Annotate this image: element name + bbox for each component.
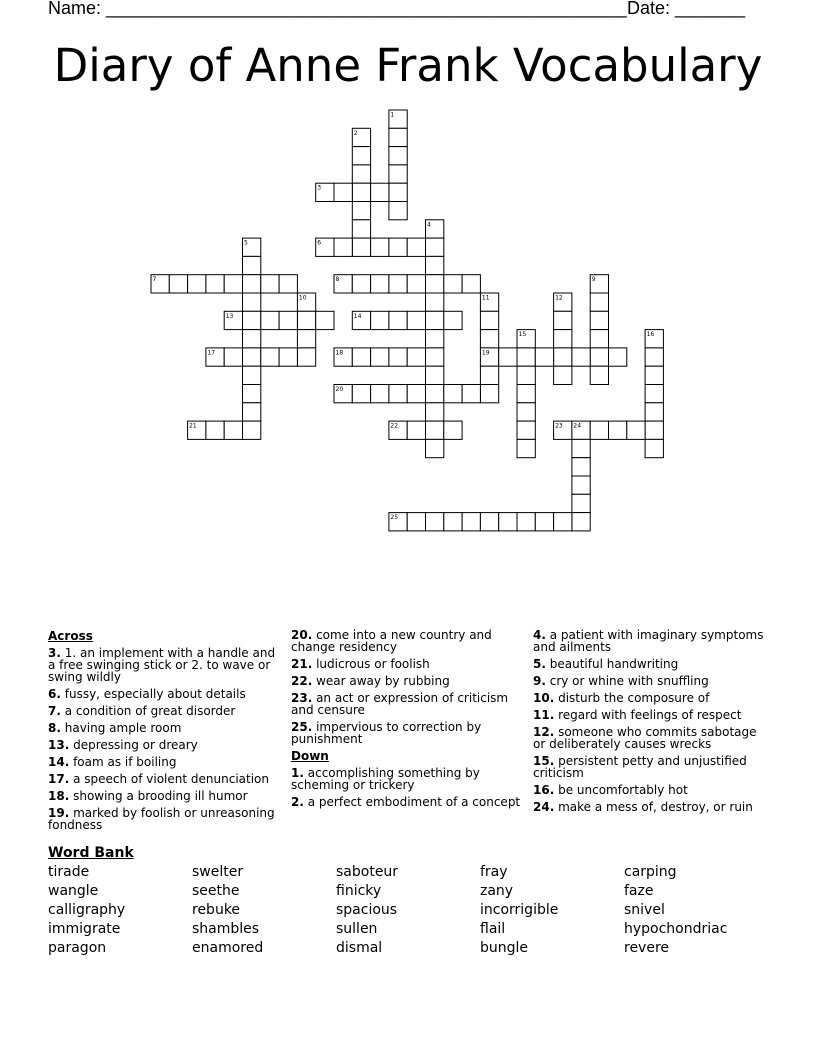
grid-cell[interactable] [389, 348, 407, 366]
grid-cell[interactable] [389, 238, 407, 256]
grid-cell[interactable] [645, 366, 663, 384]
down-clue [533, 801, 769, 813]
clue-text: come into a new country and change residency [291, 628, 492, 654]
grid-cell[interactable] [462, 513, 480, 531]
word-bank-word: rebuke [192, 902, 241, 918]
clue-number: 23 [555, 422, 563, 430]
clue-text: fussy, especially about details [60, 687, 246, 701]
grid-cell[interactable] [572, 513, 590, 531]
grid-cell[interactable] [444, 421, 462, 439]
page-title: Diary of Anne Frank Vocabulary [53, 39, 763, 92]
grid-cell[interactable] [334, 183, 352, 201]
clue-text: showing a brooding ill humor [69, 789, 248, 803]
grid-cell[interactable] [535, 348, 553, 366]
clue-text: disturb the composure of [554, 691, 710, 705]
word-bank-word: revere [624, 940, 670, 956]
grid-cell[interactable] [279, 348, 297, 366]
grid-cell[interactable] [426, 330, 444, 348]
word-bank-word: immigrate [48, 921, 121, 937]
grid-cell[interactable] [206, 421, 224, 439]
clue-number-label: 14. [48, 755, 70, 769]
clue-text: foam as if boiling [69, 755, 177, 769]
grid-cell[interactable] [371, 385, 389, 403]
clue-number-label: 9. [533, 674, 546, 688]
grid-cell[interactable] [389, 311, 407, 329]
grid-cell[interactable] [444, 311, 462, 329]
down-clue [533, 692, 769, 704]
across-clue [291, 629, 527, 653]
word-bank-word: spacious [336, 902, 398, 918]
word-bank-word: tirade [48, 864, 90, 880]
grid-cell[interactable] [261, 311, 279, 329]
clue-number-label: 11. [533, 708, 555, 722]
grid-cell[interactable] [480, 513, 498, 531]
word-bank-row [48, 864, 768, 883]
grid-cell[interactable] [407, 275, 425, 293]
clue-text: regard with feelings of respect [554, 708, 742, 722]
down-clue [533, 709, 769, 721]
clue-number-label: 8. [48, 721, 61, 735]
grid-cell[interactable] [297, 348, 315, 366]
down-clue [533, 629, 769, 653]
grid-cell[interactable] [426, 311, 444, 329]
clue-text: ludicrous or foolish [312, 657, 430, 671]
across-clue [48, 688, 284, 700]
grid-cell[interactable] [645, 403, 663, 421]
grid-cell[interactable] [389, 128, 407, 146]
grid-cell[interactable] [590, 348, 608, 366]
clue-number: 9 [591, 276, 596, 284]
word-bank-row [48, 883, 768, 902]
grid-cell[interactable] [279, 275, 297, 293]
grid-cell[interactable] [224, 421, 242, 439]
clue-number: 8 [335, 276, 340, 284]
clue-text: a patient with imaginary symptoms and ailments [533, 628, 764, 654]
word-bank-word: sullen [336, 921, 378, 937]
grid-cell[interactable] [389, 183, 407, 201]
grid-cell[interactable] [426, 293, 444, 311]
grid-cell[interactable] [426, 513, 444, 531]
grid-cell[interactable] [316, 311, 334, 329]
clue-number: 10 [298, 294, 307, 302]
clue-number: 24 [573, 422, 582, 430]
clue-number: 15 [518, 331, 527, 339]
down-clue [533, 726, 769, 750]
clue-text: 1. an implement with a handle and a free swinging stick or 2. to wave or swing wildly [48, 646, 276, 684]
grid-cell[interactable] [462, 385, 480, 403]
clue-text: be uncomfortably hot [554, 783, 688, 797]
grid-cell[interactable] [352, 183, 370, 201]
clue-text: impervious to correction by punishment [291, 720, 482, 746]
date-field-label[interactable]: Date: _______ [627, 0, 746, 18]
grid-cell[interactable] [407, 385, 425, 403]
down-clue [533, 658, 769, 670]
word-bank-word: bungle [480, 940, 529, 956]
word-bank-word: fray [480, 864, 508, 880]
word-bank [48, 864, 768, 959]
word-bank-word: carping [624, 864, 677, 880]
clue-number-label: 10. [533, 691, 555, 705]
grid-cell[interactable] [590, 330, 608, 348]
grid-cell[interactable] [407, 513, 425, 531]
clue-text: wear away by rubbing [312, 674, 450, 688]
clue-text: persistent petty and unjustified criticism [533, 754, 747, 780]
word-bank-word: snivel [624, 902, 665, 918]
clue-text: a speech of violent denunciation [69, 772, 269, 786]
grid-cell[interactable] [426, 366, 444, 384]
grid-cell[interactable] [407, 311, 425, 329]
grid-cell[interactable] [517, 421, 535, 439]
clue-text: depressing or dreary [69, 738, 198, 752]
grid-cell[interactable] [499, 348, 517, 366]
grid-cell[interactable] [517, 513, 535, 531]
clue-number-label: 19. [48, 806, 70, 820]
clue-text: a perfect embodiment of a concept [303, 795, 521, 809]
across-clue [291, 658, 527, 670]
grid-cell[interactable] [279, 311, 297, 329]
grid-cell[interactable] [169, 275, 187, 293]
grid-cell[interactable] [243, 403, 261, 421]
clue-number: 21 [189, 422, 197, 430]
grid-cell[interactable] [243, 256, 261, 274]
grid-cell[interactable] [554, 311, 572, 329]
clue-number: 16 [646, 331, 655, 339]
word-bank-word: incorrigible [480, 902, 559, 918]
grid-cell[interactable] [243, 385, 261, 403]
grid-cell[interactable] [444, 275, 462, 293]
grid-cell[interactable] [243, 421, 261, 439]
word-bank-word: enamored [192, 940, 264, 956]
grid-cell[interactable] [517, 366, 535, 384]
word-bank-word: saboteur [336, 864, 399, 880]
word-bank-word: calligraphy [48, 902, 126, 918]
clue-number: 3 [317, 184, 322, 192]
word-bank-row [48, 940, 768, 959]
grid-cell[interactable] [590, 366, 608, 384]
grid-cell[interactable] [462, 275, 480, 293]
grid-cell[interactable] [407, 238, 425, 256]
grid-cell[interactable] [352, 348, 370, 366]
grid-cell[interactable] [480, 366, 498, 384]
clue-number-label: 17. [48, 772, 70, 786]
clue-number-label: 7. [48, 704, 61, 718]
across-clue [291, 675, 527, 687]
clue-column-2 [291, 629, 527, 813]
grid-cell[interactable] [572, 439, 590, 457]
grid-cell[interactable] [426, 439, 444, 457]
down-clue [291, 796, 527, 808]
clue-number: 2 [353, 129, 358, 137]
grid-cell[interactable] [297, 311, 315, 329]
grid-cell[interactable] [572, 348, 590, 366]
grid-cell[interactable] [371, 183, 389, 201]
across-clue [48, 790, 284, 802]
grid-cell[interactable] [352, 220, 370, 238]
word-bank-word: finicky [336, 883, 382, 899]
grid-cell[interactable] [609, 421, 627, 439]
grid-cell[interactable] [426, 238, 444, 256]
clue-number-label: 12. [533, 725, 555, 739]
clue-text: cry or whine with snuffling [545, 674, 709, 688]
grid-cell[interactable] [206, 275, 224, 293]
clue-text: a condition of great disorder [60, 704, 236, 718]
clue-column-3 [533, 629, 769, 818]
clue-number: 18 [335, 349, 344, 357]
grid-cell[interactable] [499, 513, 517, 531]
word-bank-word: dismal [336, 940, 383, 956]
clue-number: 20 [335, 386, 344, 393]
grid-cell[interactable] [224, 275, 242, 293]
across-clue [48, 647, 284, 683]
clue-number-label: 18. [48, 789, 70, 803]
across-heading: Across [48, 629, 93, 643]
down-clue [533, 784, 769, 796]
grid-cell[interactable] [243, 366, 261, 384]
grid-cell[interactable] [535, 513, 553, 531]
clue-number: 13 [225, 312, 234, 320]
grid-cell[interactable] [407, 421, 425, 439]
grid-cell[interactable] [426, 275, 444, 293]
grid-cell[interactable] [371, 238, 389, 256]
grid-cell[interactable] [243, 311, 261, 329]
down-clue [533, 675, 769, 687]
clue-number-label: 21. [291, 657, 313, 671]
grid-cell[interactable] [389, 275, 407, 293]
grid-cell[interactable] [352, 165, 370, 183]
down-heading: Down [291, 749, 329, 763]
clue-text: an act or expression of criticism and censure [291, 691, 509, 717]
grid-cell[interactable] [480, 311, 498, 329]
grid-cell[interactable] [572, 458, 590, 476]
word-bank-word: zany [480, 883, 514, 899]
clue-number-label: 22. [291, 674, 313, 688]
clue-number-label: 13. [48, 738, 70, 752]
clue-text: beautiful handwriting [545, 657, 679, 671]
clue-number: 22 [390, 422, 399, 430]
grid-cell[interactable] [352, 275, 370, 293]
word-bank-word: seethe [192, 883, 240, 899]
grid-cell[interactable] [444, 385, 462, 403]
clue-number: 6 [317, 239, 322, 247]
grid-cell[interactable] [243, 293, 261, 311]
grid-cell[interactable] [224, 348, 242, 366]
across-clue [48, 722, 284, 734]
grid-cell[interactable] [572, 494, 590, 512]
clue-text: having ample room [60, 721, 182, 735]
down-clue [533, 755, 769, 779]
grid-cell[interactable] [517, 403, 535, 421]
word-bank-word: faze [624, 883, 654, 899]
clue-number-label: 5. [533, 657, 546, 671]
grid-cell[interactable] [554, 513, 572, 531]
word-bank-word: shambles [192, 921, 260, 937]
clue-number: 19 [481, 349, 490, 357]
clue-column-1 [48, 629, 284, 836]
clue-number-label: 16. [533, 783, 555, 797]
across-clue [48, 773, 284, 785]
grid-cell[interactable] [590, 421, 608, 439]
across-clue [48, 807, 284, 831]
grid-cell[interactable] [645, 439, 663, 457]
clue-number: 14 [353, 312, 362, 320]
across-clue [48, 756, 284, 768]
grid-cell[interactable] [426, 385, 444, 403]
clue-number-label: 1. [291, 766, 304, 780]
name-field-label[interactable]: Name: ____________________________________________________ [48, 0, 627, 18]
word-bank-word: paragon [48, 940, 107, 956]
grid-cell[interactable] [297, 330, 315, 348]
word-bank-row [48, 902, 768, 921]
across-clue [48, 705, 284, 717]
grid-cell[interactable] [426, 348, 444, 366]
word-bank-row [48, 921, 768, 940]
grid-cell[interactable] [444, 513, 462, 531]
grid-cell[interactable] [243, 275, 261, 293]
word-bank-word: hypochondriac [624, 921, 728, 937]
grid-cell[interactable] [389, 147, 407, 165]
clue-text: someone who commits sabotage or deliberately causes wrecks [533, 725, 757, 751]
grid-cell[interactable] [371, 275, 389, 293]
clue-number-label: 20. [291, 628, 313, 642]
grid-cell[interactable] [426, 256, 444, 274]
clue-number: 25 [390, 514, 399, 522]
grid-cell[interactable] [352, 147, 370, 165]
across-clue [48, 739, 284, 751]
grid-cell[interactable] [554, 348, 572, 366]
down-clue [291, 767, 527, 791]
grid-cell[interactable] [517, 348, 535, 366]
grid-cell[interactable] [517, 385, 535, 403]
clue-number-label: 2. [291, 795, 304, 809]
grid-cell[interactable] [352, 202, 370, 220]
word-bank-title: Word Bank [48, 845, 134, 861]
grid-cell[interactable] [627, 421, 645, 439]
grid-cell[interactable] [590, 293, 608, 311]
grid-cell[interactable] [645, 421, 663, 439]
word-bank-word: flail [480, 921, 506, 937]
clue-number: 1 [390, 111, 395, 119]
grid-cell[interactable] [480, 385, 498, 403]
clue-number: 5 [244, 239, 248, 247]
grid-cell[interactable] [389, 165, 407, 183]
clue-number-label: 15. [533, 754, 555, 768]
clue-number: 4 [427, 221, 431, 229]
grid-cell[interactable] [645, 348, 663, 366]
clue-number: 12 [555, 294, 563, 302]
across-clue [291, 721, 527, 745]
clue-number: 11 [481, 294, 490, 302]
grid-cell[interactable] [645, 385, 663, 403]
across-clue [291, 692, 527, 716]
grid-cell[interactable] [243, 348, 261, 366]
grid-cell[interactable] [261, 275, 279, 293]
grid-cell[interactable] [407, 348, 425, 366]
grid-cell[interactable] [554, 330, 572, 348]
grid-cell[interactable] [389, 385, 407, 403]
grid-cell[interactable] [371, 348, 389, 366]
word-bank-word: wangle [48, 883, 99, 899]
grid-cell[interactable] [609, 348, 627, 366]
clue-text: make a mess of, destroy, or ruin [554, 800, 753, 814]
grid-cell[interactable] [554, 366, 572, 384]
grid-cell[interactable] [352, 238, 370, 256]
clue-number: 7 [152, 276, 157, 284]
clue-number-label: 6. [48, 687, 61, 701]
grid-cell[interactable] [243, 330, 261, 348]
grid-cell[interactable] [261, 348, 279, 366]
clue-number-label: 23. [291, 691, 313, 705]
clue-number-label: 3. [48, 646, 61, 660]
grid-cell[interactable] [480, 330, 498, 348]
clue-text: accomplishing something by scheming or trickery [291, 766, 480, 792]
grid-cell[interactable] [572, 476, 590, 494]
grid-cell[interactable] [590, 311, 608, 329]
grid-cell[interactable] [371, 311, 389, 329]
grid-cell[interactable] [517, 439, 535, 457]
clue-number-label: 25. [291, 720, 313, 734]
grid-cell[interactable] [334, 238, 352, 256]
grid-cell[interactable] [389, 202, 407, 220]
grid-cell[interactable] [352, 385, 370, 403]
grid-cell[interactable] [426, 421, 444, 439]
grid-cell[interactable] [188, 275, 206, 293]
clue-text: marked by foolish or unreasoning fondness [48, 806, 275, 832]
clue-number-label: 4. [533, 628, 546, 642]
clue-number-label: 24. [533, 800, 555, 814]
grid-cell[interactable] [426, 403, 444, 421]
word-bank-word: swelter [192, 864, 244, 880]
clue-number: 17 [207, 349, 216, 357]
